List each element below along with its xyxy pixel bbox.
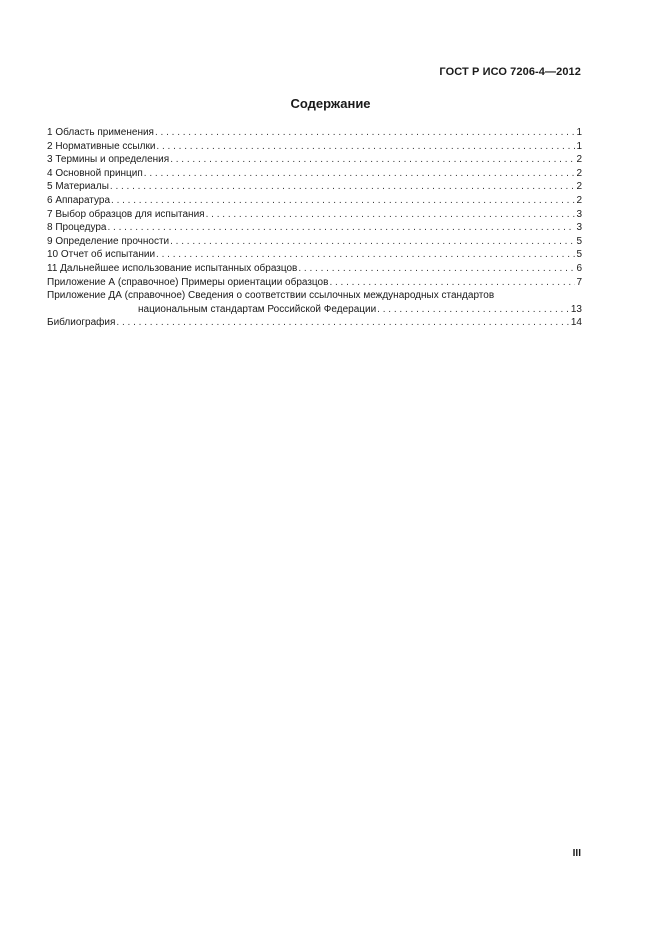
toc-entry-page: 7 bbox=[576, 276, 582, 288]
toc-entry-page: 2 bbox=[576, 167, 582, 179]
toc-dot-leader bbox=[298, 262, 575, 276]
toc-dot-leader bbox=[116, 316, 569, 330]
toc-entry-label: 10 Отчет об испытании bbox=[47, 249, 156, 261]
toc-entry-page: 2 bbox=[576, 181, 582, 193]
toc-entry-label: 8 Процедура bbox=[47, 222, 107, 234]
toc-dot-leader bbox=[155, 126, 575, 140]
toc-entry-label: национальным стандартам Российской Федерации bbox=[138, 303, 377, 315]
toc-entry[interactable] bbox=[47, 153, 582, 167]
toc-entry-label: 7 Выбор образцов для испытания bbox=[47, 208, 205, 220]
toc-entry[interactable] bbox=[47, 194, 582, 208]
toc-dot-leader bbox=[206, 208, 576, 222]
toc-title: Содержание bbox=[290, 96, 371, 111]
toc-dot-leader bbox=[377, 303, 570, 317]
toc-entry[interactable] bbox=[47, 262, 582, 276]
toc-entry-page: 5 bbox=[576, 249, 582, 261]
toc-entry-label: Приложение А (справочное) Примеры ориентации образцов bbox=[47, 276, 329, 288]
toc-dot-leader bbox=[329, 276, 575, 290]
toc-entry-label: 2 Нормативные ссылки bbox=[47, 140, 156, 152]
toc-entry-bibliography[interactable] bbox=[47, 316, 582, 330]
toc-entry-page: 1 bbox=[576, 140, 582, 152]
toc-dot-leader bbox=[156, 248, 575, 262]
toc-entry[interactable] bbox=[47, 126, 582, 140]
toc-entry[interactable] bbox=[47, 208, 582, 222]
toc-entry-label: Приложение ДА (справочное) Сведения о соответствии ссылочных международных стандартов bbox=[47, 290, 495, 302]
toc-entry-label: 6 Аппаратура bbox=[47, 194, 111, 206]
document-code: ГОСТ Р ИСО 7206-4—2012 bbox=[439, 66, 581, 78]
toc-entry[interactable] bbox=[47, 180, 582, 194]
toc-entry-label: 4 Основной принцип bbox=[47, 167, 143, 179]
toc-entry[interactable] bbox=[47, 221, 582, 235]
toc-dot-leader bbox=[144, 167, 576, 181]
toc-dot-leader bbox=[111, 194, 575, 208]
toc-entry[interactable] bbox=[47, 167, 582, 181]
toc-dot-leader bbox=[170, 153, 575, 167]
toc-entry-label: 11 Дальнейшее использование испытанных образцов bbox=[47, 262, 298, 274]
toc-entry-appendix-da[interactable] bbox=[47, 289, 582, 303]
toc-entry-page: 1 bbox=[576, 127, 582, 138]
toc-entry-page: 6 bbox=[576, 262, 582, 274]
toc-entry-page: 3 bbox=[576, 222, 582, 234]
toc-entry[interactable] bbox=[47, 235, 582, 249]
toc-dot-leader bbox=[156, 140, 575, 154]
toc-entry-label: 3 Термины и определения bbox=[47, 154, 170, 166]
toc-entry[interactable] bbox=[47, 276, 582, 290]
toc-entry-label: 1 Область применения bbox=[47, 127, 154, 138]
toc-entry-page: 5 bbox=[576, 235, 582, 247]
toc-dot-leader bbox=[170, 235, 575, 249]
toc-entry-page: 2 bbox=[576, 154, 582, 166]
table-of-contents bbox=[47, 126, 582, 330]
toc-entry[interactable] bbox=[47, 140, 582, 154]
page-number: III bbox=[572, 848, 581, 859]
toc-entry-label: 5 Материалы bbox=[47, 181, 109, 193]
toc-entry-label: Библиография bbox=[47, 317, 116, 329]
toc-entry-page: 2 bbox=[576, 194, 582, 206]
toc-dot-leader bbox=[107, 221, 575, 235]
toc-entry[interactable] bbox=[47, 248, 582, 262]
toc-entry-page: 14 bbox=[570, 317, 582, 329]
toc-entry-page: 13 bbox=[570, 303, 582, 315]
toc-dot-leader bbox=[110, 180, 576, 194]
toc-entry-label: 9 Определение прочности bbox=[47, 235, 170, 247]
toc-entry-page: 3 bbox=[576, 208, 582, 220]
toc-entry-appendix-da-continuation[interactable] bbox=[47, 303, 582, 317]
